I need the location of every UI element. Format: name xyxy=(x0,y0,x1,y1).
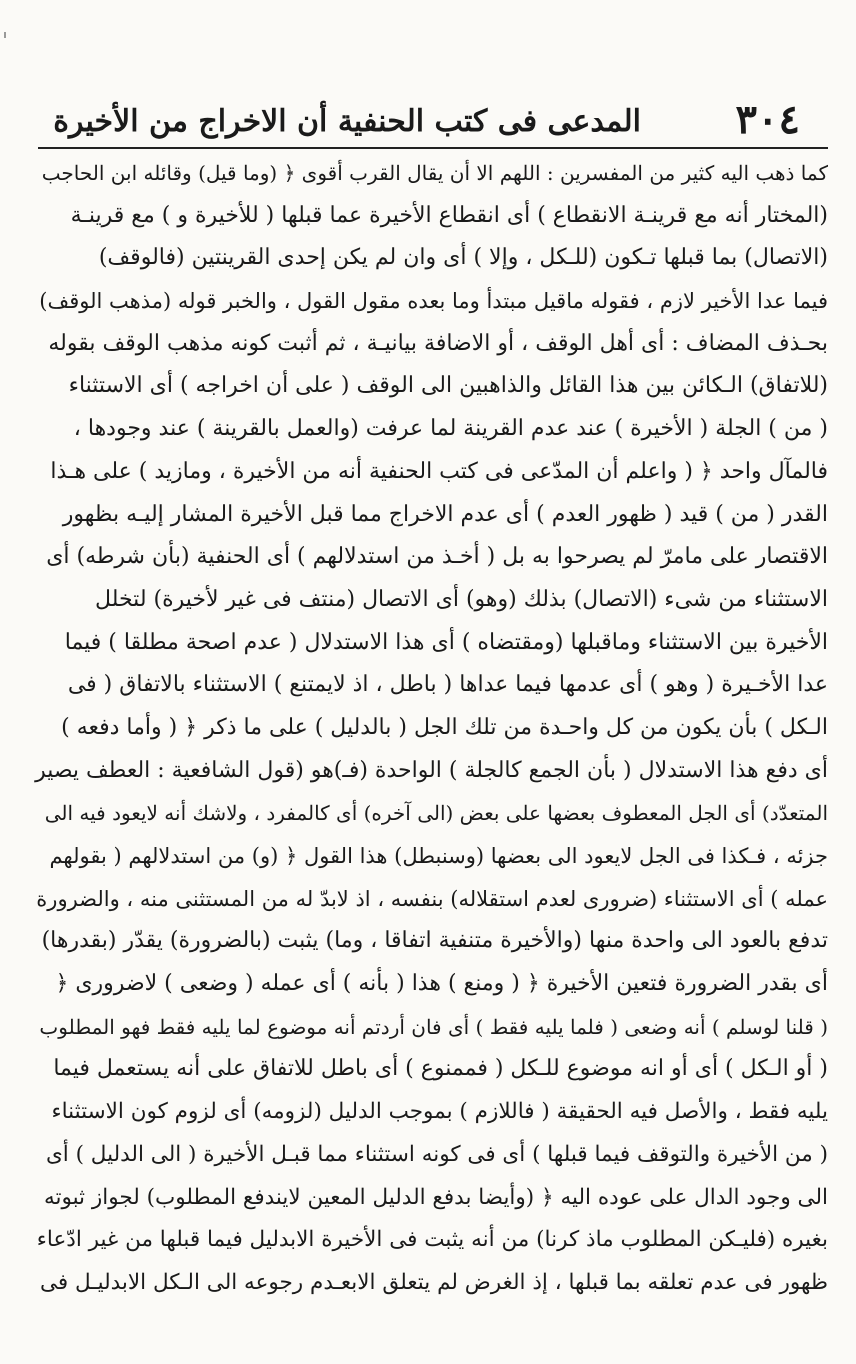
text-line: ( قلنا لوسلم ) أنه وضعى ( فلما يليه فقط ) أى فان أردتم أنه موضوع لما يليه فقط فهو المطلوب xyxy=(39,1014,828,1039)
page-number: ٣٠٤ xyxy=(735,96,800,143)
page-header xyxy=(40,96,826,146)
text-line: (المختار أنه مع قرينـة الانقطاع ) أى انقطاع الأخيرة عما قبلها ( للأخيرة و ) مع قرينـة xyxy=(70,202,828,228)
text-line: كما ذهب اليه كثير من المفسرين : اللهم الا أن يقال القرب أقوى ﴿ (وما قيل) وقائله ابن الحاجب xyxy=(41,161,828,185)
text-line: بحـذف المضاف : أى أهل الوقف ، أو الاضافة بيانيـة ، ثم أثبت كونه مذهب الوقف بقوله xyxy=(48,330,828,356)
text-line: ( من الأخيرة والتوقف فيما قبلها ) أى فى كونه استثناء مما قبـل الأخيرة ( الى الدليل ) أى xyxy=(45,1141,828,1167)
text-line: تدفع بالعود الى واحدة منها (والأخيرة متنفية اتفاقا ، وما) يثبت (بالضرورة) يقدّر (بقدرها) xyxy=(41,928,828,954)
text-line: فالمآل واحد ﴿ ( واعلم أن المدّعى فى كتب الحنفية أنه من الأخيرة ، ومازيد ) على هـذا xyxy=(50,458,828,484)
text-line: (الاتصال) بما قبلها تـكون (للـكل ، وإلا ) أى وان لم يكن إحدى القرينتين (فالوقف) xyxy=(98,245,828,271)
text-line: الأخيرة بين الاستثناء وماقبلها (ومقتضاه ) أى هذا الاستدلال ( عدم اصحة مطلقا ) فيما xyxy=(64,629,828,655)
text-line: الى وجود الدال على عوده اليه ﴿ (وأيضا بدفع الدليل المعين لايندفع المطلوب) لجواز ثبوته xyxy=(43,1184,828,1210)
text-line: (للاتفاق) الـكائن بين هذا القائل والذاهبين الى الوقف ( على أن اخراجه ) أى الاستثناء xyxy=(68,373,828,399)
text-line: القدر ( من ) قيد ( ظهور العدم ) أى عدم الاخراج مما قبل الأخيرة المشار إليـه بظهور xyxy=(62,501,828,527)
text-line: أى دفع هذا الاستدلال ( بأن الجمع كالجلة ) الواحدة (فـ)هو (قول الشافعية : العطف يصير xyxy=(35,757,828,783)
running-title: المدعى فى كتب الحنفية أن الاخراج من الأخيرة xyxy=(53,104,641,139)
text-line: ( من ) الجلة ( الأخيرة ) عند عدم القرينة لما عرفت (والعمل بالقرينة ) عند وجودها ، xyxy=(73,416,828,442)
text-line: الـكل ) بأن يكون من كل واحـدة من تلك الجل ( بالدليل ) على ما ذكر ﴿ ( وأما دفعه ) xyxy=(61,714,828,740)
text-line: جزئه ، فـكذا فى الجل لايعود الى بعضها (وسنبطل) هذا القول ﴿ (و) من استدلالهم ( بقولهم xyxy=(49,844,828,868)
text-line: عمله ) أى الاستثناء (ضرورى لعدم استقلاله) بنفسه ، اذ لابدّ له من المستثنى منه ، والضرورة xyxy=(36,886,828,911)
body-text xyxy=(34,152,828,1305)
text-line: ( أو الـكل ) أى أو انه موضوع للـكل ( فممنوع ) أى باطل للاتفاق على أنه يستعمل فيما xyxy=(53,1056,828,1082)
text-line: ظهور فى عدم تعلقه بما قبلها ، إذ الغرض لم يتعلق الابعـدم رجوعه الى الـكل الابدليـل فى xyxy=(39,1269,828,1295)
text-line: أى بقدر الضرورة فتعين الأخيرة ﴿ ( ومنع ) هذا ( بأنه ) أى عمله ( وضعى ) لاضرورى ﴿ xyxy=(55,971,828,997)
text-line: فيما عدا الأخير لازم ، فقوله ماقيل مبتدأ وما بعده مقول القول ، والخبر قوله (مذهب الوقف) xyxy=(39,289,828,314)
text-line: يليه فقط ، والأصل فيه الحقيقة ( فاللازم ) بموجب الدليل (لزومه) أى لزوم كون الاستثناء xyxy=(51,1099,828,1125)
text-line: عدا الأخـيرة ( وهو ) أى عدمها فيما عداها ( باطل ، اذ لايمتنع ) الاستثناء بالاتفاق ( فى xyxy=(67,672,828,698)
text-line: الاقتصار على مامرّ لم يصرحوا به بل ( أخـذ من استدلالهم ) أى الحنفية (بأن شرطه) أى xyxy=(46,544,828,570)
text-line: بغيره (فليـكن المطلوب ماذ كرنا) من أنه يثبت فى الأخيرة الابدليل فيما قبلها من غير ادّعاء xyxy=(36,1227,828,1253)
text-line: المتعدّد) أى الجل المعطوف بعضها على بعض (الى آخره) أى كالمفرد ، ولاشك أنه لايعود فيه الى xyxy=(44,801,828,826)
margin-mark xyxy=(4,32,6,38)
text-line: الاستثناء من شىء (الاتصال) بذلك (وهو) أى الاتصال (منتف فى غير لأخيرة) لتخلل xyxy=(95,586,828,612)
header-rule xyxy=(38,147,828,149)
